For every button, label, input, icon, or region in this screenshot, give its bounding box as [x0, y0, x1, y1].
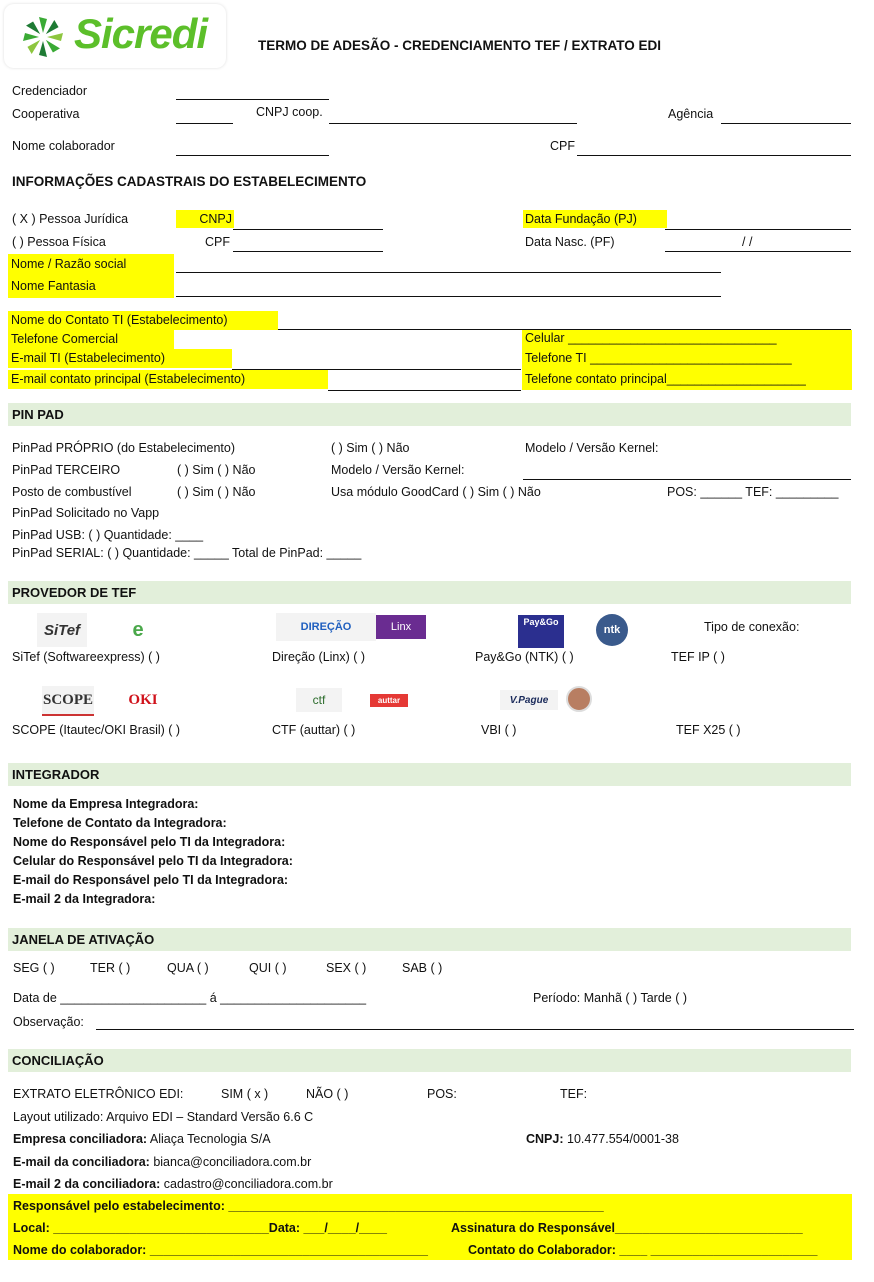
data-fundacao-label: Data Fundação (PJ) [523, 210, 667, 228]
sitef-logo: SiTef [37, 613, 87, 647]
extrato-nao[interactable]: NÃO ( ) [306, 1087, 349, 1101]
ctf-logo: ctf [296, 688, 342, 712]
contato-colaborador-field[interactable]: Contato do Colaborador: ____ ________________________ [468, 1243, 818, 1257]
pinpad-terceiro-label: PinPad TERCEIRO [12, 463, 121, 477]
paygo-option[interactable]: Pay&Go (NTK) ( ) [475, 650, 574, 664]
credenciador-field[interactable] [176, 99, 329, 100]
cnpj-coop-label: CNPJ coop. [256, 105, 323, 119]
direcao-logo: DIREÇÃO [276, 613, 376, 641]
conciliacao-heading: CONCILIAÇÃO [8, 1049, 851, 1072]
cpf-colaborador-label: CPF [550, 139, 575, 153]
paygo-logo: Pay&Go [518, 615, 564, 648]
goodcard-options[interactable]: Usa módulo GoodCard ( ) Sim ( ) Não [331, 485, 541, 499]
razao-social-label: Nome / Razão social [8, 254, 174, 276]
vapp-label: PinPad Solicitado no Vapp [12, 506, 160, 520]
periodo-options[interactable]: Período: Manhã ( ) Tarde ( ) [533, 991, 688, 1005]
cooperativa-field[interactable] [176, 123, 233, 124]
email-ti-label: E-mail TI (Estabelecimento) [8, 349, 232, 368]
email2-conc-value: cadastro@conciliadora.com.br [163, 1177, 333, 1191]
extrato-tef: TEF: [560, 1087, 588, 1101]
razao-social-field[interactable] [176, 272, 721, 273]
empresa-conciliadora [13, 1132, 271, 1146]
colaborador-field[interactable]: Nome do colaborador: ________________________________________ [13, 1243, 428, 1257]
scope-logo: SCOPE [42, 686, 94, 716]
sitef-option[interactable]: SiTef (Softwareexpress) ( ) [12, 650, 160, 664]
day-ter[interactable]: TER ( ) [90, 961, 131, 975]
celular-field[interactable]: Celular ______________________________ [525, 331, 777, 345]
cnpj-label: CNPJ [176, 210, 234, 228]
extrato-pos: POS: [427, 1087, 457, 1101]
day-qua[interactable]: QUA ( ) [167, 961, 209, 975]
email-conc-value: bianca@conciliadora.com.br [153, 1155, 312, 1169]
email2-conciliadora [13, 1177, 333, 1191]
scope-option[interactable]: SCOPE (Itautec/OKI Brasil) ( ) [12, 723, 181, 737]
cadastro-heading: INFORMAÇÕES CADASTRAIS DO ESTABELECIMENTO [12, 174, 367, 189]
data-nasc-field[interactable] [665, 251, 851, 252]
oki-logo: OKI [128, 691, 158, 708]
pinpad-proprio-options[interactable]: ( ) Sim ( ) Não [331, 441, 410, 455]
email-conc-label: E-mail da conciliadora: [13, 1155, 150, 1169]
contato-ti-label: Nome do Contato TI (Estabelecimento) [8, 311, 278, 330]
vbi-option[interactable]: VBI ( ) [481, 723, 517, 737]
tef-ip-option[interactable]: TEF IP ( ) [671, 650, 725, 664]
usb-field[interactable]: PinPad USB: ( ) Quantidade: ____ [12, 528, 204, 542]
cpf-colaborador-field[interactable] [577, 155, 851, 156]
pos-tef-field[interactable]: POS: ______ TEF: _________ [667, 485, 839, 499]
email2-conc-label: E-mail 2 da conciliadora: [13, 1177, 161, 1191]
pinpad-terceiro-options[interactable]: ( ) Sim ( ) Não [177, 463, 256, 477]
credenciador-label: Credenciador [12, 84, 88, 98]
sicredi-star-icon [20, 14, 66, 60]
nome-colaborador-field[interactable] [176, 155, 329, 156]
vbi-logo [566, 686, 592, 712]
cpf-label: CPF [205, 235, 230, 249]
tipo-conexao-label: Tipo de conexão: [704, 620, 800, 634]
tef-x25-option[interactable]: TEF X25 ( ) [676, 723, 741, 737]
modelo-kernel-field[interactable] [523, 479, 851, 480]
integradora-responsavel: Nome do Responsável pelo TI da Integradora: [13, 835, 286, 849]
integradora-email: E-mail do Responsável pelo TI da Integradora: [13, 873, 289, 887]
integrador-heading: INTEGRADOR [8, 763, 851, 786]
vpague-logo: V.Pague [500, 690, 558, 710]
telefone-comercial-label: Telefone Comercial [8, 330, 174, 349]
email-conciliadora [13, 1155, 311, 1169]
assinatura-field[interactable]: Assinatura do Responsável___________________________ [451, 1221, 803, 1235]
serial-field[interactable]: PinPad SERIAL: ( ) Quantidade: _____ Total de PinPad: _____ [12, 546, 362, 560]
cnpj-coop-field[interactable] [329, 123, 577, 124]
layout-text: Layout utilizado: Arquivo EDI – Standard Versão 6.6 C [13, 1110, 314, 1124]
responsavel-field[interactable]: Responsável pelo estabelecimento: ______________________________________________________ [13, 1199, 604, 1213]
page-title: TERMO DE ADESÃO - CREDENCIAMENTO TEF / EXTRATO EDI [258, 38, 662, 53]
pinpad-proprio-label: PinPad PRÓPRIO (do Estabelecimento) [12, 441, 236, 455]
integradora-celular: Celular do Responsável pelo TI da Integradora: [13, 854, 293, 868]
cnpj-conc-value: 10.477.554/0001-38 [567, 1132, 679, 1146]
modelo-kernel-label-2: Modelo / Versão Kernel: [331, 463, 465, 477]
posto-label: Posto de combustível [12, 485, 132, 499]
nome-fantasia-label: Nome Fantasia [8, 276, 174, 298]
telefone-principal-field[interactable]: Telefone contato principal____________________ [525, 372, 806, 386]
agencia-field[interactable] [721, 123, 851, 124]
provedor-heading: PROVEDOR DE TEF [8, 581, 851, 604]
ntk-logo: ntk [596, 614, 628, 646]
email-principal-label: E-mail contato principal (Estabelecimento) [8, 370, 328, 389]
modelo-kernel-label: Modelo / Versão Kernel: [525, 441, 659, 455]
data-fundacao-field[interactable] [665, 229, 851, 230]
agencia-label: Agência [668, 107, 714, 121]
cooperativa-label: Cooperativa [12, 107, 80, 121]
cnpj-conc-label: CNPJ: [526, 1132, 564, 1146]
day-sex[interactable]: SEX ( ) [326, 961, 367, 975]
linx-logo: Linx [376, 615, 426, 639]
day-qui[interactable]: QUI ( ) [249, 961, 287, 975]
empresa-value: Aliaça Tecnologia S/A [149, 1132, 271, 1146]
local-data-field[interactable]: Local: _______________________________Data: ___/____/____ [13, 1221, 387, 1235]
ctf-option[interactable]: CTF (auttar) ( ) [272, 723, 356, 737]
data-nasc-slashes: / / [742, 235, 753, 249]
pessoa-juridica-checkbox[interactable]: ( X ) Pessoa Jurídica [12, 212, 129, 226]
data-range-field[interactable]: Data de _____________________ á _____________________ [13, 991, 367, 1005]
auttar-logo: auttar [370, 694, 408, 707]
nome-colaborador-label: Nome colaborador [12, 139, 115, 153]
logo-text: Sicredi [74, 10, 208, 57]
extrato-label: EXTRATO ELETRÔNICO EDI: [13, 1087, 184, 1101]
cnpj-field[interactable] [233, 229, 383, 230]
pessoa-fisica-checkbox[interactable]: ( ) Pessoa Física [12, 235, 106, 249]
integradora-email2: E-mail 2 da Integradora: [13, 892, 156, 906]
janela-heading: JANELA DE ATIVAÇÃO [8, 928, 851, 951]
integradora-telefone: Telefone de Contato da Integradora: [13, 816, 227, 830]
email-principal-field[interactable] [328, 390, 521, 391]
observacao-label: Observação: [13, 1015, 84, 1029]
telefone-ti-field[interactable]: Telefone TI _____________________________ [525, 351, 792, 365]
day-seg[interactable]: SEG ( ) [13, 961, 55, 975]
pinpad-heading: PIN PAD [8, 403, 851, 426]
observacao-field[interactable] [96, 1029, 854, 1030]
day-sab[interactable]: SAB ( ) [402, 961, 443, 975]
empresa-label: Empresa conciliadora: [13, 1132, 148, 1146]
direcao-option[interactable]: Direção (Linx) ( ) [272, 650, 366, 664]
posto-options[interactable]: ( ) Sim ( ) Não [177, 485, 256, 499]
cpf-field[interactable] [233, 251, 383, 252]
cnpj-conciliadora [526, 1132, 679, 1146]
nome-fantasia-field[interactable] [176, 296, 721, 297]
integradora-nome: Nome da Empresa Integradora: [13, 797, 199, 811]
sicredi-logo [4, 4, 226, 68]
extrato-sim[interactable]: SIM ( x ) [221, 1087, 269, 1101]
data-nasc-label: Data Nasc. (PF) [525, 235, 615, 249]
software-express-logo: e [132, 618, 144, 641]
